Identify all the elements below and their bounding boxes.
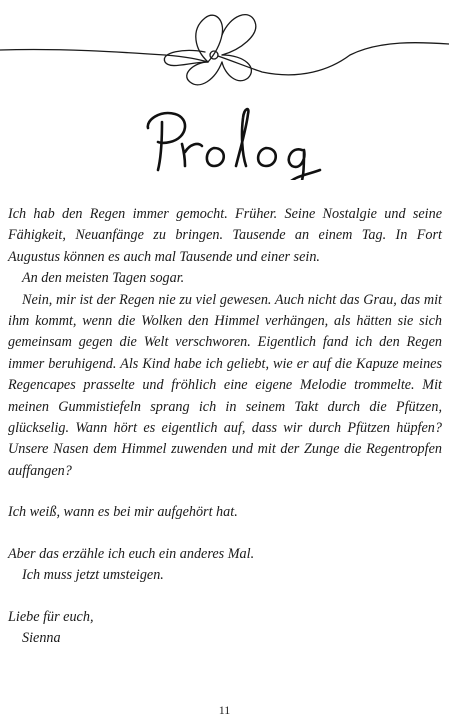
paragraph: Aber das erzähle ich euch ein anderes Mal. (8, 545, 255, 562)
paragraph: Ich muss jetzt umsteigen. (22, 567, 164, 584)
signature: Sienna (22, 629, 61, 646)
chapter-body (8, 204, 442, 649)
paragraph: Nein, mir ist der Regen nie zu viel gewesen. Auch nicht das Grau, das mit ihm kommt, wenn die Wolken den Himmel verhängen, als hätten sie sich gemeinsam gegen die Welt verschworen. Eigentlich fand ich den Regen immer beruhigend. Als Kind habe ich geliebt, wie er auf die Kapuze meines Regencapes prasselte und fröhlich eine eigene Melodie trommelte. Mit meinen Gummistiefeln sprang ich in seinem Takt durch die Pfützen, glückselig. Wann hört es eigentlich auf, dass wir durch Pfützen hüpfen? Unsere Nasen dem Himmel zuwenden und mit der Zunge die Regentropfen auffangen? (8, 291, 442, 479)
closing-line: Liebe für euch, (8, 608, 94, 625)
paragraph: Ich weiß, wann es bei mir aufgehört hat. (8, 504, 238, 521)
flower-ornament-icon (0, 0, 449, 100)
paragraph: An den meisten Tagen sogar. (22, 270, 185, 287)
paragraph: Ich hab den Regen immer gemocht. Früher. Seine Nostalgie und seine Fähigkeit, Neuanfänge zu bringen. Tausende an einem Tag. In Fort Augustus können es auch mal Tausende und einer sein. (8, 206, 442, 265)
chapter-heading (0, 100, 449, 180)
page-number: 11 (218, 703, 231, 717)
